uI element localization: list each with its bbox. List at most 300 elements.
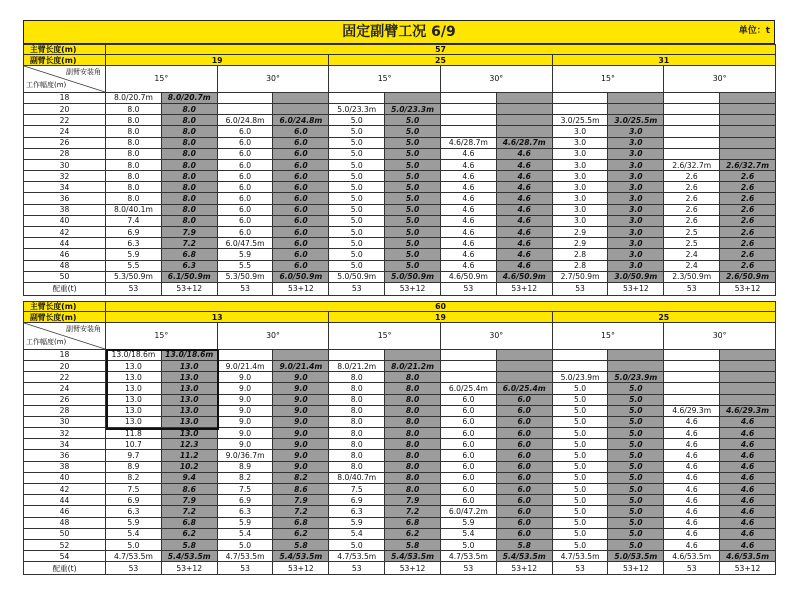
load-cell: 7.9 xyxy=(161,227,217,238)
load-cell: 8.2 xyxy=(217,472,273,483)
load-cell: 4.6 xyxy=(664,450,720,461)
radius-cell: 18 xyxy=(24,92,106,103)
radius-label: 工作幅度(m) xyxy=(26,80,67,89)
load-cell: 6.0/47.2m xyxy=(440,506,496,517)
load-cell: 8.0 xyxy=(329,394,385,405)
radius-cell: 44 xyxy=(24,495,106,506)
load-cell: 9.0/21.4m xyxy=(217,360,273,371)
load-cell: 2.6/32.7m xyxy=(720,159,776,170)
load-cell: 5.0 xyxy=(329,171,385,182)
load-cell: 5.0 xyxy=(608,439,664,450)
radius-cell: 30 xyxy=(24,416,106,427)
load-table xyxy=(23,44,776,296)
load-cell: 5.0 xyxy=(608,484,664,495)
load-cell xyxy=(496,126,552,137)
offset-angle-label: 副臂安装角 xyxy=(66,324,101,333)
offset-angle-header: 15° xyxy=(552,65,664,92)
load-cell: 4.7/53.5m xyxy=(552,551,608,562)
load-cell: 5.0/23.9m xyxy=(552,372,608,383)
counterweight-cell: 53 xyxy=(329,562,385,575)
load-cell: 5.4/53.5m xyxy=(161,551,217,562)
load-cell: 4.6 xyxy=(440,227,496,238)
load-cell: 5.0 xyxy=(552,394,608,405)
load-cell: 6.0 xyxy=(273,204,329,215)
load-cell xyxy=(664,349,720,360)
load-cell: 6.0 xyxy=(273,171,329,182)
load-cell: 4.6/50.9m xyxy=(440,271,496,282)
load-cell: 8.0 xyxy=(385,450,441,461)
load-cell: 6.0 xyxy=(273,137,329,148)
jib-length-19: 19 xyxy=(329,312,552,322)
load-cell: 2.5 xyxy=(664,238,720,249)
load-cell: 5.0 xyxy=(329,238,385,249)
main-boom-value: 60 xyxy=(106,301,776,311)
load-cell: 5.0 xyxy=(329,204,385,215)
load-cell: 6.3 xyxy=(106,506,162,517)
load-cell: 4.6 xyxy=(664,439,720,450)
table-row xyxy=(24,539,776,550)
radius-cell: 50 xyxy=(24,271,106,282)
load-cell: 8.0 xyxy=(161,215,217,226)
load-cell: 12.3 xyxy=(161,439,217,450)
load-cell: 4.6 xyxy=(440,204,496,215)
load-cell: 4.6 xyxy=(720,439,776,450)
load-cell xyxy=(496,349,552,360)
load-cell xyxy=(664,383,720,394)
load-cell: 5.0 xyxy=(329,148,385,159)
load-cell: 8.0/20.7m xyxy=(161,92,217,103)
load-cell xyxy=(608,103,664,114)
load-cell: 2.6/50.9m xyxy=(720,271,776,282)
radius-cell: 28 xyxy=(24,405,106,416)
counterweight-row xyxy=(24,282,776,295)
load-cell xyxy=(720,394,776,405)
load-cell: 6.0 xyxy=(496,416,552,427)
load-cell: 4.6 xyxy=(496,238,552,249)
main-boom-value: 57 xyxy=(106,45,776,55)
load-cell: 4.7/53.5m xyxy=(329,551,385,562)
load-cell: 3.0 xyxy=(608,126,664,137)
radius-cell: 32 xyxy=(24,428,106,439)
load-cell: 5.0 xyxy=(608,472,664,483)
offset-angle-header: 30° xyxy=(664,322,776,349)
load-cell: 3.0 xyxy=(552,215,608,226)
load-cell: 6.9 xyxy=(106,495,162,506)
load-cell: 2.6 xyxy=(720,171,776,182)
load-cell xyxy=(440,372,496,383)
load-cell: 2.6 xyxy=(720,249,776,260)
load-cell: 6.0 xyxy=(273,238,329,249)
load-cell: 5.0 xyxy=(385,159,441,170)
load-cell: 6.0 xyxy=(496,495,552,506)
load-cell xyxy=(720,349,776,360)
load-cell: 8.0 xyxy=(385,461,441,472)
radius-cell: 48 xyxy=(24,260,106,271)
counterweight-row xyxy=(24,562,776,575)
load-cell: 4.6 xyxy=(664,495,720,506)
load-cell: 4.6/28.7m xyxy=(496,137,552,148)
load-cell: 4.6 xyxy=(720,472,776,483)
load-cell xyxy=(273,349,329,360)
load-cell: 6.0 xyxy=(273,249,329,260)
load-cell xyxy=(440,115,496,126)
load-cell xyxy=(608,92,664,103)
counterweight-label: 配重(t) xyxy=(24,562,106,575)
load-cell: 5.0 xyxy=(552,528,608,539)
load-cell: 5.0 xyxy=(608,517,664,528)
load-cell xyxy=(720,115,776,126)
table-row xyxy=(24,495,776,506)
load-cell xyxy=(720,360,776,371)
counterweight-cell: 53 xyxy=(552,562,608,575)
load-cell: 7.9 xyxy=(161,495,217,506)
load-cell: 13.0/18.6m xyxy=(106,349,162,360)
load-cell: 4.6/53.5m xyxy=(720,551,776,562)
load-cell: 5.0 xyxy=(608,394,664,405)
load-cell: 3.0/25.5m xyxy=(552,115,608,126)
load-cell: 7.2 xyxy=(161,238,217,249)
load-cell: 5.5 xyxy=(106,260,162,271)
radius-cell: 36 xyxy=(24,450,106,461)
load-cell: 5.8 xyxy=(496,539,552,550)
load-cell: 4.6 xyxy=(440,215,496,226)
load-cell: 2.6 xyxy=(664,182,720,193)
load-cell: 3.0 xyxy=(608,148,664,159)
title-bar xyxy=(23,20,775,44)
load-cell: 5.4 xyxy=(217,528,273,539)
load-cell: 5.0 xyxy=(608,428,664,439)
load-cell: 5.0 xyxy=(552,461,608,472)
load-cell xyxy=(273,92,329,103)
load-cell: 7.9 xyxy=(273,495,329,506)
load-cell xyxy=(664,360,720,371)
table-row xyxy=(24,126,776,137)
load-cell: 5.8 xyxy=(385,539,441,550)
load-cell: 13.0 xyxy=(161,372,217,383)
load-cell xyxy=(217,349,273,360)
load-cell xyxy=(496,103,552,114)
load-cell: 13.0 xyxy=(161,360,217,371)
load-cell: 7.5 xyxy=(106,484,162,495)
load-cell: 4.6 xyxy=(496,171,552,182)
radius-cell: 22 xyxy=(24,115,106,126)
load-cell: 5.0 xyxy=(385,171,441,182)
counterweight-cell: 53+12 xyxy=(385,562,441,575)
load-cell: 3.0 xyxy=(552,159,608,170)
load-cell: 2.9 xyxy=(552,238,608,249)
load-cell: 4.6 xyxy=(664,428,720,439)
load-cell: 4.6 xyxy=(440,249,496,260)
load-cell: 5.0 xyxy=(329,159,385,170)
load-cell: 13.0 xyxy=(161,383,217,394)
counterweight-label: 配重(t) xyxy=(24,282,106,295)
offset-angle-header: 15° xyxy=(329,322,441,349)
load-cell: 8.0 xyxy=(329,450,385,461)
load-cell: 4.6/29.3m xyxy=(664,405,720,416)
load-cell: 5.9 xyxy=(106,517,162,528)
load-cell: 5.3/50.9m xyxy=(217,271,273,282)
load-cell: 4.6 xyxy=(720,495,776,506)
radius-cell: 36 xyxy=(24,193,106,204)
load-cell xyxy=(385,92,441,103)
load-cell: 8.0 xyxy=(106,171,162,182)
load-cell: 6.0 xyxy=(440,495,496,506)
load-cell: 13.0 xyxy=(161,428,217,439)
load-cell: 5.0 xyxy=(329,193,385,204)
load-cell: 6.0 xyxy=(217,126,273,137)
load-cell: 3.0 xyxy=(552,182,608,193)
load-cell: 5.0 xyxy=(608,450,664,461)
load-cell: 13.0 xyxy=(106,394,162,405)
load-cell: 4.6 xyxy=(720,416,776,427)
radius-cell: 38 xyxy=(24,461,106,472)
load-cell: 8.0 xyxy=(385,372,441,383)
load-cell xyxy=(664,115,720,126)
load-cell: 9.0/36.7m xyxy=(217,450,273,461)
load-cell: 6.0 xyxy=(496,484,552,495)
radius-cell: 34 xyxy=(24,439,106,450)
load-cell: 3.0 xyxy=(608,137,664,148)
table-row xyxy=(24,115,776,126)
load-cell: 5.0 xyxy=(329,126,385,137)
load-cell: 8.0 xyxy=(106,159,162,170)
load-cell: 3.0 xyxy=(552,171,608,182)
load-cell: 5.0 xyxy=(552,416,608,427)
table-row xyxy=(24,215,776,226)
load-cell: 6.2 xyxy=(273,528,329,539)
load-cell xyxy=(385,349,441,360)
load-cell: 8.0 xyxy=(161,193,217,204)
load-cell: 8.0 xyxy=(161,171,217,182)
load-cell: 5.0/53.5m xyxy=(608,551,664,562)
load-cell: 13.0 xyxy=(106,416,162,427)
table-row xyxy=(24,551,776,562)
load-cell: 10.2 xyxy=(161,461,217,472)
load-cell: 6.0 xyxy=(273,126,329,137)
load-cell: 3.0 xyxy=(608,193,664,204)
load-cell: 2.6 xyxy=(664,193,720,204)
load-cell: 6.0 xyxy=(440,439,496,450)
load-cell: 13.0 xyxy=(161,394,217,405)
load-cell: 5.0 xyxy=(552,517,608,528)
load-cell: 5.0 xyxy=(329,182,385,193)
load-cell: 6.1/50.9m xyxy=(161,271,217,282)
offset-angle-header: 15° xyxy=(106,65,218,92)
load-cell: 13.0 xyxy=(106,405,162,416)
load-cell: 6.0 xyxy=(496,506,552,517)
load-cell: 5.0 xyxy=(106,539,162,550)
load-cell: 9.0 xyxy=(273,428,329,439)
counterweight-cell: 53+12 xyxy=(161,282,217,295)
load-cell: 5.0 xyxy=(608,506,664,517)
counterweight-cell: 53 xyxy=(329,282,385,295)
corner-header-cell xyxy=(24,322,106,349)
radius-cell: 26 xyxy=(24,137,106,148)
load-cell: 4.6 xyxy=(720,484,776,495)
counterweight-cell: 53+12 xyxy=(496,282,552,295)
load-cell: 3.0 xyxy=(608,260,664,271)
counterweight-cell: 53 xyxy=(440,282,496,295)
load-cell: 3.0 xyxy=(552,193,608,204)
load-cell xyxy=(664,372,720,383)
load-cell: 5.0 xyxy=(552,506,608,517)
jib-length-31: 31 xyxy=(552,55,775,65)
load-cell: 5.0/23.3m xyxy=(329,103,385,114)
load-cell: 4.6/29.3m xyxy=(720,405,776,416)
load-cell: 8.9 xyxy=(217,461,273,472)
jib-length-13: 13 xyxy=(106,312,329,322)
load-cell: 4.6 xyxy=(440,148,496,159)
table-row xyxy=(24,394,776,405)
load-cell xyxy=(664,92,720,103)
load-cell: 5.0 xyxy=(385,126,441,137)
load-cell: 7.5 xyxy=(217,484,273,495)
load-cell: 13.0 xyxy=(106,383,162,394)
load-cell xyxy=(217,92,273,103)
table-row xyxy=(24,148,776,159)
load-cell: 5.0 xyxy=(385,249,441,260)
load-cell: 3.0 xyxy=(608,238,664,249)
load-chart-sheet xyxy=(23,20,775,575)
load-cell: 6.0 xyxy=(496,428,552,439)
angle-header-row xyxy=(24,65,776,92)
offset-angle-header: 30° xyxy=(217,322,329,349)
load-cell: 8.0 xyxy=(106,103,162,114)
load-cell: 9.0 xyxy=(217,416,273,427)
load-cell: 8.0 xyxy=(329,416,385,427)
table-row xyxy=(24,517,776,528)
load-cell: 5.0 xyxy=(608,495,664,506)
table-row xyxy=(24,271,776,282)
load-cell: 2.6 xyxy=(720,215,776,226)
load-cell: 6.0 xyxy=(273,193,329,204)
load-cell: 8.0 xyxy=(106,148,162,159)
load-cell: 5.0 xyxy=(329,137,385,148)
load-cell xyxy=(664,148,720,159)
offset-angle-header: 15° xyxy=(552,322,664,349)
load-cell: 8.0 xyxy=(106,115,162,126)
jib-length-19: 19 xyxy=(106,55,329,65)
load-cell: 5.9 xyxy=(329,517,385,528)
load-cell: 9.0 xyxy=(217,394,273,405)
radius-cell: 24 xyxy=(24,126,106,137)
load-cell: 8.0 xyxy=(385,439,441,450)
radius-cell: 48 xyxy=(24,517,106,528)
load-cell xyxy=(440,103,496,114)
radius-cell: 42 xyxy=(24,484,106,495)
load-cell: 5.0 xyxy=(552,428,608,439)
load-cell: 6.0 xyxy=(496,517,552,528)
load-cell: 4.6 xyxy=(664,472,720,483)
load-cell: 4.6 xyxy=(440,182,496,193)
load-cell: 3.0 xyxy=(608,171,664,182)
load-cell: 5.0 xyxy=(608,416,664,427)
load-cell: 8.0 xyxy=(329,461,385,472)
angle-header-row xyxy=(24,322,776,349)
load-cell: 8.0 xyxy=(329,405,385,416)
load-cell: 4.6/28.7m xyxy=(440,137,496,148)
load-cell: 5.4 xyxy=(106,528,162,539)
unit-label: 单位：t xyxy=(738,26,770,36)
load-cell: 9.0 xyxy=(217,428,273,439)
load-cell: 13.0 xyxy=(161,405,217,416)
radius-cell: 32 xyxy=(24,171,106,182)
load-cell: 8.0 xyxy=(161,148,217,159)
load-cell: 2.6 xyxy=(720,227,776,238)
load-cell: 2.3/50.9m xyxy=(664,271,720,282)
load-cell: 8.0 xyxy=(329,439,385,450)
load-cell xyxy=(720,372,776,383)
load-cell: 5.0 xyxy=(552,495,608,506)
load-cell: 9.0 xyxy=(273,394,329,405)
load-cell: 3.0 xyxy=(608,215,664,226)
table-row xyxy=(24,193,776,204)
load-cell xyxy=(664,137,720,148)
load-cell: 13.0 xyxy=(106,360,162,371)
load-cell: 8.0/40.7m xyxy=(329,472,385,483)
load-cell: 9.7 xyxy=(106,450,162,461)
load-cell: 6.0/47.5m xyxy=(217,238,273,249)
load-cell: 6.9 xyxy=(106,227,162,238)
load-cell: 6.0 xyxy=(217,193,273,204)
load-cell: 8.6 xyxy=(273,484,329,495)
load-cell: 5.8 xyxy=(161,539,217,550)
offset-angle-label: 副臂安装角 xyxy=(66,67,101,76)
load-cell: 6.0 xyxy=(217,159,273,170)
offset-angle-header: 15° xyxy=(329,65,441,92)
load-cell: 8.0 xyxy=(385,383,441,394)
load-cell: 6.3 xyxy=(217,506,273,517)
load-section-1 xyxy=(23,44,775,296)
offset-angle-header: 30° xyxy=(440,322,552,349)
load-cell: 2.6 xyxy=(664,204,720,215)
radius-cell: 28 xyxy=(24,148,106,159)
load-cell: 4.6 xyxy=(440,260,496,271)
load-cell: 6.0 xyxy=(273,227,329,238)
load-cell: 4.6 xyxy=(664,484,720,495)
load-cell xyxy=(720,92,776,103)
load-cell: 5.4 xyxy=(440,528,496,539)
radius-cell: 34 xyxy=(24,182,106,193)
load-cell: 5.0/23.3m xyxy=(385,103,441,114)
load-cell: 6.0 xyxy=(440,394,496,405)
load-cell: 8.0 xyxy=(106,137,162,148)
load-cell: 9.0 xyxy=(273,383,329,394)
load-cell: 9.0 xyxy=(273,416,329,427)
load-cell: 5.0 xyxy=(385,193,441,204)
radius-cell: 46 xyxy=(24,249,106,260)
load-cell: 2.5 xyxy=(664,227,720,238)
load-cell: 4.6 xyxy=(720,506,776,517)
load-cell: 5.0 xyxy=(329,539,385,550)
load-cell: 8.0 xyxy=(385,484,441,495)
main-boom-row xyxy=(24,45,776,55)
load-cell xyxy=(552,360,608,371)
load-cell: 2.8 xyxy=(552,249,608,260)
load-cell: 5.9 xyxy=(217,517,273,528)
load-cell xyxy=(552,92,608,103)
load-cell: 9.0 xyxy=(273,439,329,450)
load-cell xyxy=(273,103,329,114)
load-cell: 5.0 xyxy=(440,539,496,550)
load-cell: 3.0 xyxy=(608,227,664,238)
load-cell xyxy=(496,92,552,103)
load-cell: 4.6 xyxy=(496,204,552,215)
load-cell: 2.6 xyxy=(720,182,776,193)
counterweight-cell: 53 xyxy=(552,282,608,295)
load-cell: 6.8 xyxy=(161,249,217,260)
load-cell: 3.0 xyxy=(552,148,608,159)
